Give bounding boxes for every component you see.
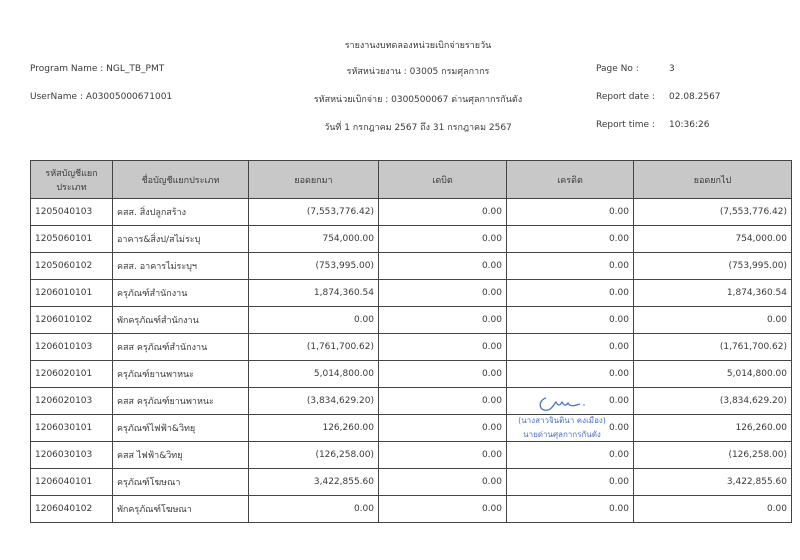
report-title: รายงานงบทดลองหน่วยเบิกจ่ายรายวัน <box>344 41 492 51</box>
table-header-row <box>31 161 792 199</box>
cell-credit: 0.00 <box>507 361 634 388</box>
report-date-label: Report date : <box>596 92 655 102</box>
cell-account-name: คสส ไฟฟ้า&วิทยุ <box>113 442 249 469</box>
table-row <box>31 469 792 496</box>
cell-account-code: 1205060102 <box>31 253 113 280</box>
cell-debit: 0.00 <box>379 469 507 496</box>
cell-account-code: 1206030101 <box>31 415 113 442</box>
cell-opening-balance: (1,761,700.62) <box>249 334 379 361</box>
cell-closing-balance: (126,258.00) <box>634 442 792 469</box>
cell-debit: 0.00 <box>379 361 507 388</box>
cell-account-code: 1206020103 <box>31 388 113 415</box>
cell-debit: 0.00 <box>379 415 507 442</box>
cell-credit: 0.00 <box>507 199 634 226</box>
cell-account-code: 1206020101 <box>31 361 113 388</box>
cell-opening-balance: 3,422,855.60 <box>249 469 379 496</box>
cell-debit: 0.00 <box>379 307 507 334</box>
stamp-name: (นางสาวจินตินา คงเมือง) <box>518 416 606 425</box>
report-time-label: Report time : <box>596 120 655 130</box>
cell-account-name: อาคาร&สิ่งป/สไม่ระบุ <box>113 226 249 253</box>
cell-account-code: 1206040101 <box>31 469 113 496</box>
cell-account-name: คสส ครุภัณฑ์ยานพาหนะ <box>113 388 249 415</box>
cell-closing-balance: (3,834,629.20) <box>634 388 792 415</box>
agency-code: รหัสหน่วยงาน : 03005 กรมศุลกากร <box>346 67 490 77</box>
cell-account-name: ครุภัณฑ์ไฟฟ้า&วิทยุ <box>113 415 249 442</box>
cell-account-code: 1206010102 <box>31 307 113 334</box>
table-row <box>31 442 792 469</box>
cell-account-name: ครุภัณฑ์ยานพาหนะ <box>113 361 249 388</box>
cell-closing-balance: 3,422,855.60 <box>634 469 792 496</box>
page-no-label: Page No : <box>596 64 639 74</box>
signature-stamp <box>502 392 622 442</box>
report-date-value: 02.08.2567 <box>669 92 721 102</box>
col-header-closing-balance: ยอดยกไป <box>634 161 792 199</box>
cell-closing-balance: (7,553,776.42) <box>634 199 792 226</box>
cell-account-code: 1206010101 <box>31 280 113 307</box>
cell-closing-balance: (753,995.00) <box>634 253 792 280</box>
cell-account-name: ครุภัณฑ์สำนักงาน <box>113 280 249 307</box>
col-header-account-code: รหัสบัญชีแยกประเภท <box>31 161 113 199</box>
cell-closing-balance: 126,260.00 <box>634 415 792 442</box>
cell-closing-balance: 1,874,360.54 <box>634 280 792 307</box>
table-row <box>31 226 792 253</box>
cell-account-code: 1205060101 <box>31 226 113 253</box>
stamp-position: นายด่านศุลกากรกันตัง <box>523 430 601 439</box>
report-period: วันที่ 1 กรกฎาคม 2567 ถึง 31 กรกฎาคม 2567 <box>324 123 512 133</box>
cell-credit: 0.00 <box>507 334 634 361</box>
cell-opening-balance: 126,260.00 <box>249 415 379 442</box>
cell-closing-balance: 5,014,800.00 <box>634 361 792 388</box>
cell-account-name: พักครุภัณฑ์สำนักงาน <box>113 307 249 334</box>
page-no-value: 3 <box>669 64 675 74</box>
cell-credit: 0.00 <box>507 415 634 442</box>
cell-credit: 0.00 <box>507 496 634 523</box>
table-row <box>31 280 792 307</box>
program-name: Program Name : NGL_TB_PMT <box>30 64 165 74</box>
cell-account-code: 1206030103 <box>31 442 113 469</box>
cell-opening-balance: 1,874,360.54 <box>249 280 379 307</box>
cell-credit: 0.00 <box>507 253 634 280</box>
cell-opening-balance: 754,000.00 <box>249 226 379 253</box>
cell-account-code: 1206040102 <box>31 496 113 523</box>
cell-credit: 0.00 <box>507 280 634 307</box>
trial-balance-table <box>30 160 792 523</box>
cell-closing-balance: 754,000.00 <box>634 226 792 253</box>
cell-closing-balance: 0.00 <box>634 496 792 523</box>
cell-account-code: 1206010103 <box>31 334 113 361</box>
cell-opening-balance: (7,553,776.42) <box>249 199 379 226</box>
cell-credit: 0.00 <box>507 442 634 469</box>
cell-opening-balance: 0.00 <box>249 307 379 334</box>
table-row <box>31 496 792 523</box>
table-row <box>31 388 792 415</box>
report-time-value: 10:36:26 <box>669 120 710 130</box>
cell-closing-balance: (1,761,700.62) <box>634 334 792 361</box>
cell-account-name: คสส. อาคารไม่ระบุฯ <box>113 253 249 280</box>
cell-debit: 0.00 <box>379 226 507 253</box>
cell-account-name: คสส. สิ่งปลูกสร้าง <box>113 199 249 226</box>
cell-credit: 0.00 <box>507 388 634 415</box>
col-header-account-name: ชื่อบัญชีแยกประเภท <box>113 161 249 199</box>
table-row <box>31 415 792 442</box>
table-row <box>31 334 792 361</box>
cell-debit: 0.00 <box>379 280 507 307</box>
cell-closing-balance: 0.00 <box>634 307 792 334</box>
cell-opening-balance: (753,995.00) <box>249 253 379 280</box>
table-row <box>31 307 792 334</box>
cell-opening-balance: 0.00 <box>249 496 379 523</box>
col-header-credit: เครดิต <box>507 161 634 199</box>
cell-debit: 0.00 <box>379 334 507 361</box>
table-row <box>31 199 792 226</box>
table-row <box>31 253 792 280</box>
table-row <box>31 361 792 388</box>
cell-credit: 0.00 <box>507 307 634 334</box>
cell-debit: 0.00 <box>379 253 507 280</box>
cell-debit: 0.00 <box>379 496 507 523</box>
cell-account-name: คสส ครุภัณฑ์สำนักงาน <box>113 334 249 361</box>
cell-account-name: พักครุภัณฑ์โฆษณา <box>113 496 249 523</box>
cell-debit: 0.00 <box>379 388 507 415</box>
username: UserName : A03005000671001 <box>30 92 173 102</box>
cell-account-name: ครุภัณฑ์โฆษณา <box>113 469 249 496</box>
disbursement-unit: รหัสหน่วยเบิกจ่าย : 0300500067 ด่านศุลกากรกันตัง <box>313 95 523 105</box>
cell-credit: 0.00 <box>507 469 634 496</box>
cell-debit: 0.00 <box>379 199 507 226</box>
col-header-opening-balance: ยอดยกมา <box>249 161 379 199</box>
cell-debit: 0.00 <box>379 442 507 469</box>
col-header-debit: เดบิต <box>379 161 507 199</box>
signature-icon <box>532 392 592 414</box>
cell-opening-balance: (3,834,629.20) <box>249 388 379 415</box>
cell-account-code: 1205040103 <box>31 199 113 226</box>
cell-opening-balance: (126,258.00) <box>249 442 379 469</box>
cell-opening-balance: 5,014,800.00 <box>249 361 379 388</box>
cell-credit: 0.00 <box>507 226 634 253</box>
